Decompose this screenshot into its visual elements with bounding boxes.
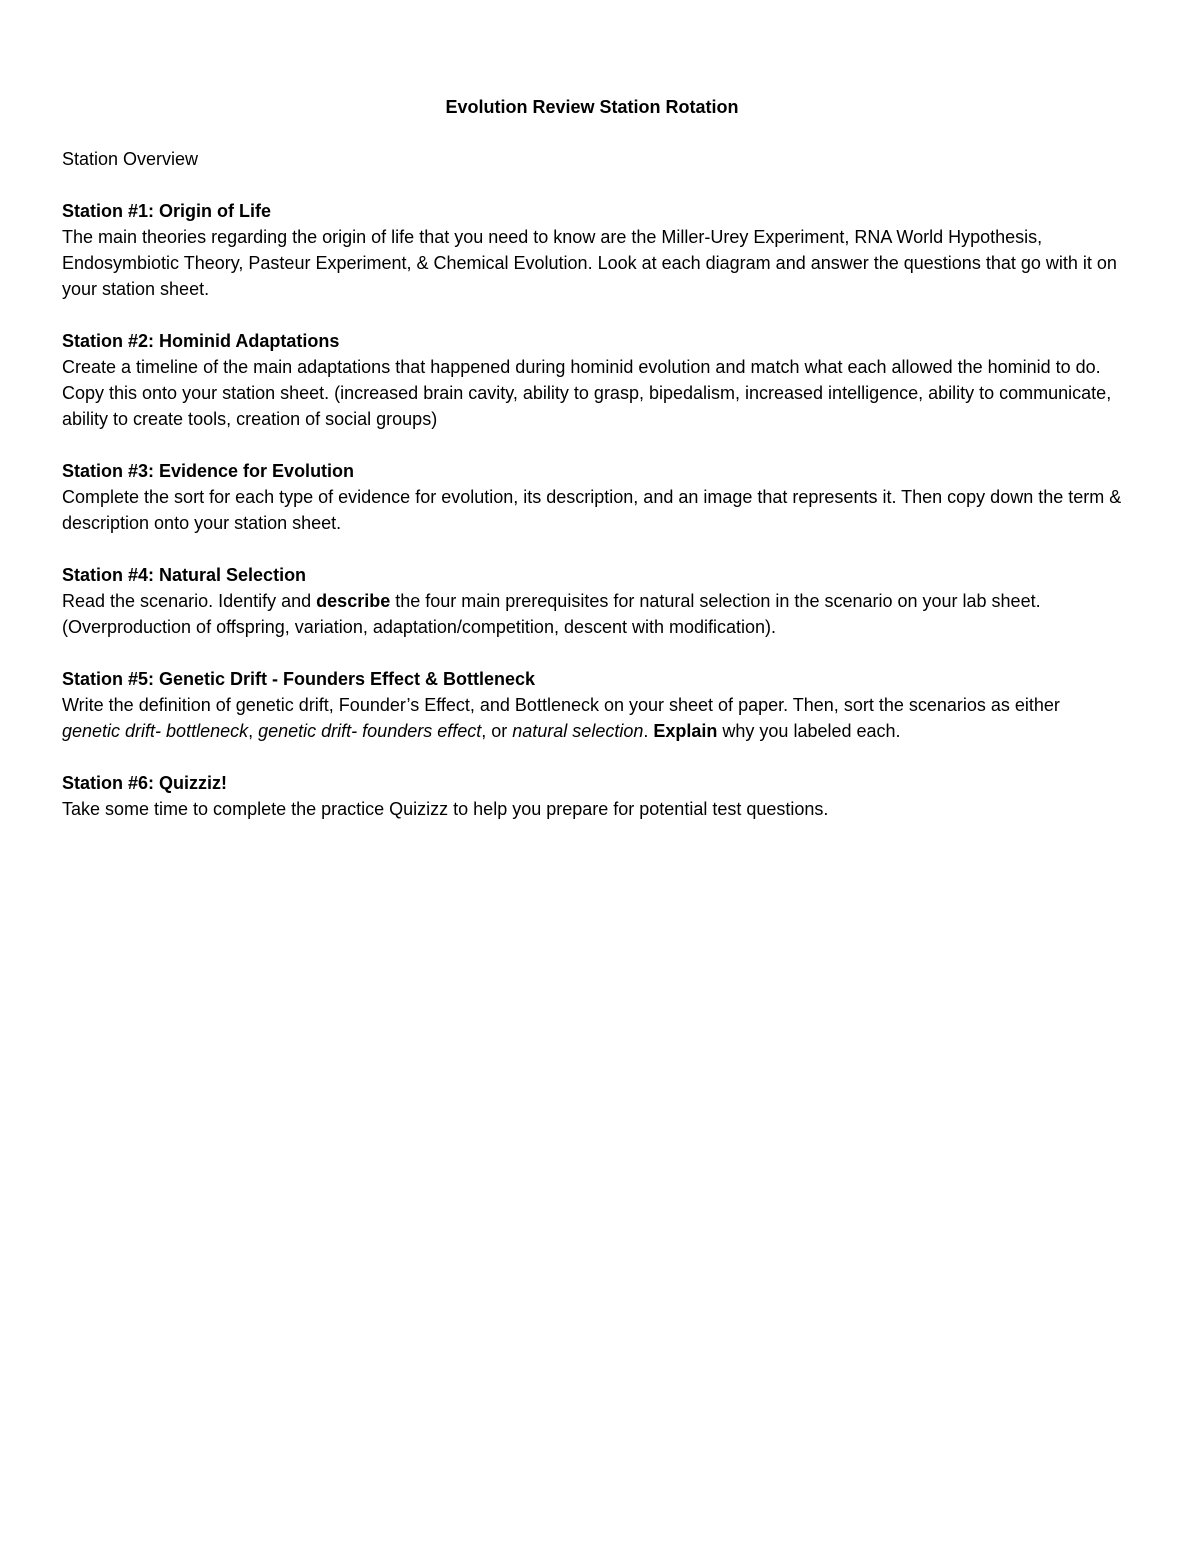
station-4-body-bold-describe: describe (316, 591, 391, 611)
document-page (62, 94, 1122, 848)
station-5-body-text-2: , (248, 721, 259, 741)
station-4-body-text-2: the four main prerequisites for natural selection in the scenario on your lab sheet. (Overproduction of offspring, variation, adaptation/competition, descent with modification). (62, 591, 1041, 637)
station-6-heading: Station #6: Quizziz! (62, 773, 228, 793)
station-5-body-text-1: Write the definition of genetic drift, Founder’s Effect, and Bottleneck on your sheet of paper. Then, sort the scenarios as either (62, 695, 1060, 715)
station-2-body: Create a timeline of the main adaptations that happened during hominid evolution and match what each allowed the hominid to do. Copy this onto your station sheet. (increased brain cavity, ability to grasp, bipedalism, increased intelligence, ability to communicate, ability to create tools, creation of social groups) (62, 357, 1112, 429)
station-4-body (62, 588, 1122, 640)
station-5-body-text-4: . (643, 721, 654, 741)
station-5-body-italic-bottleneck: genetic drift- bottleneck (62, 721, 249, 741)
station-2-heading: Station #2: Hominid Adaptations (62, 331, 340, 351)
station-3 (62, 458, 1122, 536)
station-overview-label: Station Overview (62, 149, 199, 169)
document-title: Evolution Review Station Rotation (445, 97, 739, 117)
station-5-body-text-3: , or (481, 721, 513, 741)
station-5-body-text-5: why you labeled each. (717, 721, 901, 741)
station-3-heading: Station #3: Evidence for Evolution (62, 461, 355, 481)
station-5-body (62, 692, 1122, 744)
station-2 (62, 328, 1122, 432)
station-1-heading: Station #1: Origin of Life (62, 201, 272, 221)
station-6 (62, 770, 1122, 822)
station-5-heading: Station #5: Genetic Drift - Founders Effect & Bottleneck (62, 669, 536, 689)
station-6-body: Take some time to complete the practice Quizizz to help you prepare for potential test questions. (62, 799, 829, 819)
station-4-body-text-1: Read the scenario. Identify and (62, 591, 317, 611)
station-4-heading: Station #4: Natural Selection (62, 565, 307, 585)
station-1 (62, 198, 1122, 302)
station-5 (62, 666, 1122, 744)
station-1-body: The main theories regarding the origin of life that you need to know are the Miller-Urey Experiment, RNA World Hypothesis, Endosymbiotic Theory, Pasteur Experiment, & Chemical Evolution. Look at each diagram and answer the questions that go with it on your station sheet. (62, 227, 1117, 299)
station-5-body-italic-natural-selection: natural selection (512, 721, 644, 741)
station-5-body-bold-explain: Explain (653, 721, 718, 741)
station-4 (62, 562, 1122, 640)
station-3-body: Complete the sort for each type of evidence for evolution, its description, and an image that represents it. Then copy down the term & description onto your station sheet. (62, 487, 1122, 533)
station-5-body-italic-founders: genetic drift- founders effect (258, 721, 482, 741)
